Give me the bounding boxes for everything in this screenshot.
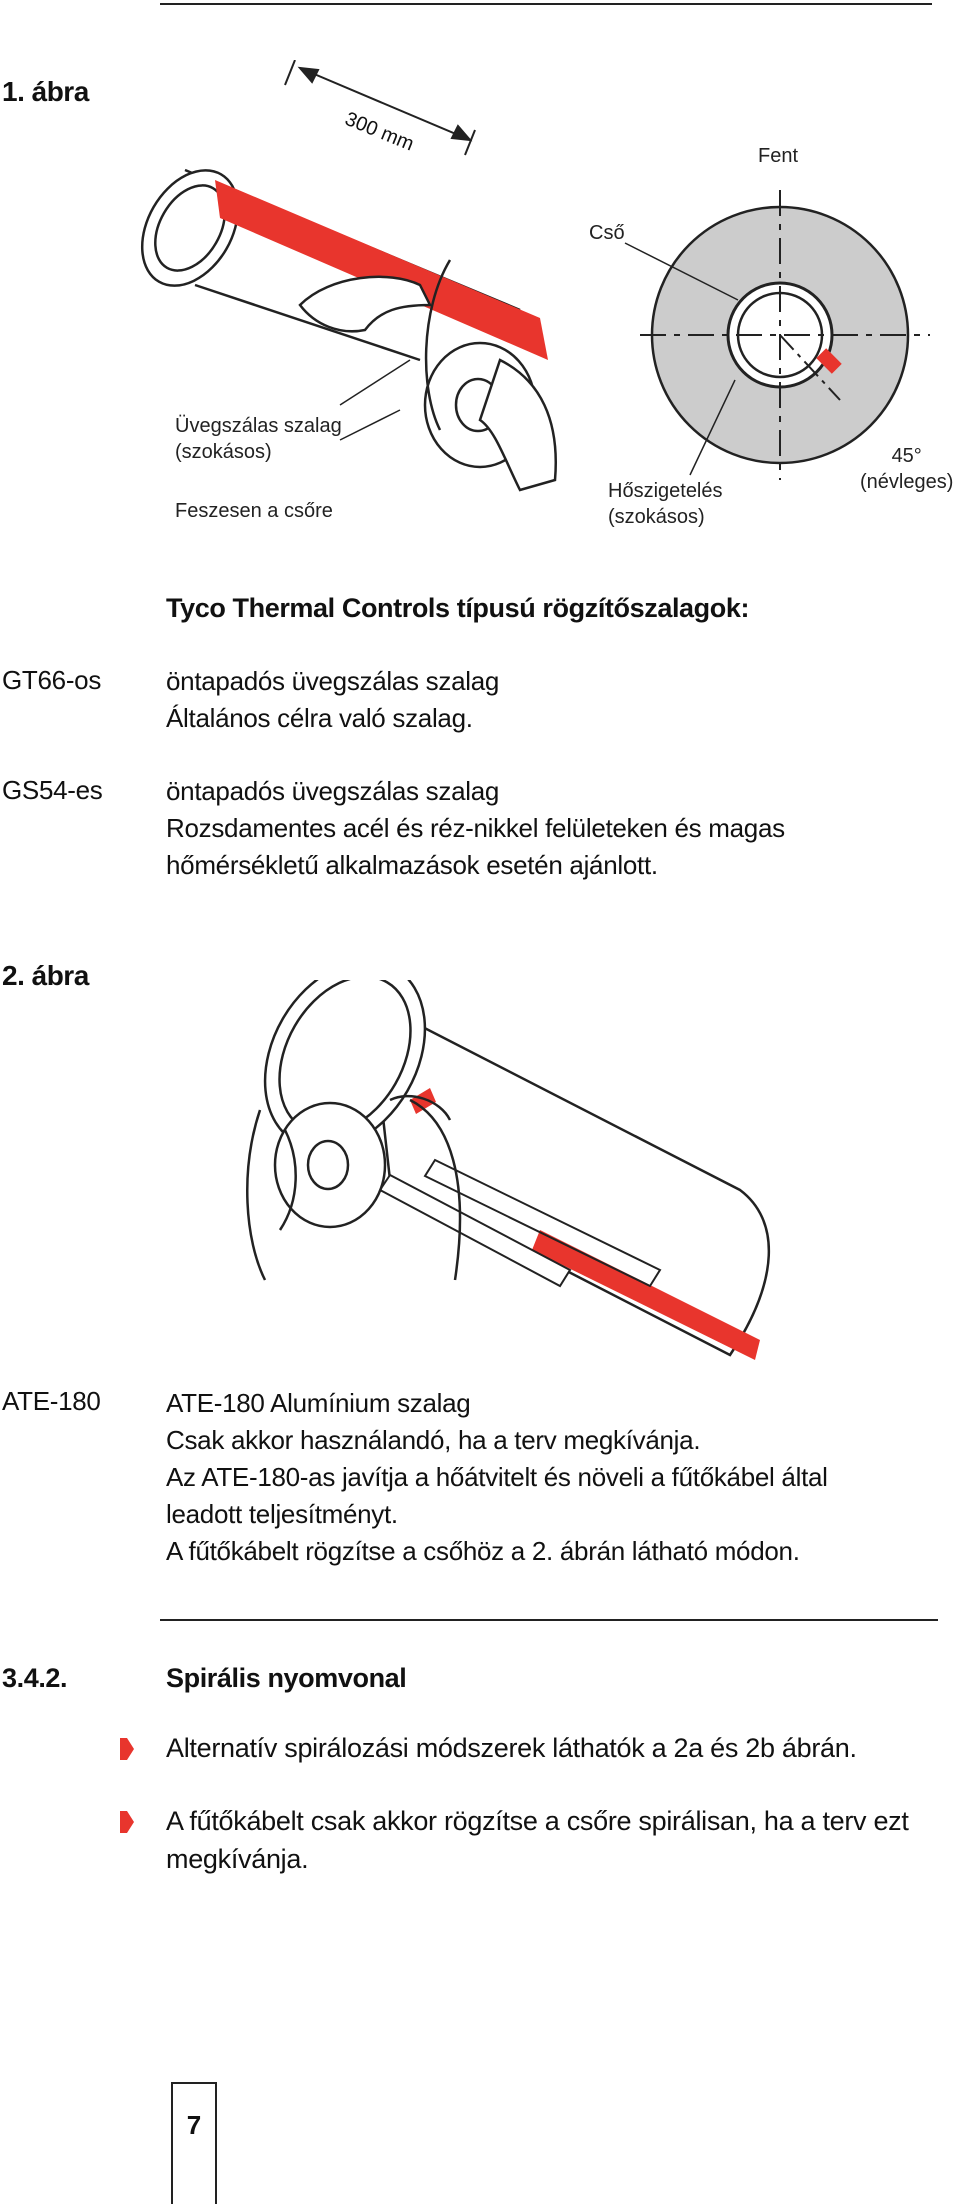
insulation-label — [608, 478, 723, 530]
label-leaders — [0, 0, 960, 560]
ate-desc-line: ATE-180 Alumínium szalag — [166, 1388, 471, 1418]
tape-desc-line: hőmérsékletű alkalmazások esetén ajánlott. — [166, 850, 658, 880]
figure2-title: 2. ábra — [2, 960, 89, 991]
top-label: Fent — [758, 145, 799, 167]
angle-label-line2: (névleges) — [860, 471, 954, 493]
bullet-item — [166, 1729, 857, 1767]
tape-desc-line: Rozsdamentes acél és réz-nikkel felületeken és magas — [166, 813, 785, 843]
tape-desc-gt66 — [166, 663, 499, 737]
insulation-label-line2: (szokásos) — [608, 506, 705, 528]
dimension-label: 300 mm — [341, 108, 417, 156]
section-number: 3.4.2. — [2, 1663, 68, 1693]
pipe-label: Cső — [589, 222, 625, 244]
bullet-line: Alternatív spirálozási módszerek láthatók a 2a és 2b ábrán. — [166, 1733, 857, 1763]
figure1-title: 1. ábra — [2, 76, 89, 107]
bullet-line: A fűtőkábelt csak akkor rögzítse a csőre spirálisan, ha a terv ezt — [166, 1806, 909, 1836]
tight-label: Feszesen a csőre — [175, 500, 333, 522]
tape-desc-line: öntapadós üvegszálas szalag — [166, 776, 500, 806]
section-title: Spirális nyomvonal — [166, 1663, 407, 1693]
ate-desc-line: leadott teljesítményt. — [166, 1499, 398, 1529]
ate-code: ATE-180 — [2, 1386, 101, 1416]
angle-label — [860, 443, 953, 495]
page-number: 7 — [186, 2110, 202, 2140]
section-rule — [160, 1619, 938, 1621]
ate-desc-line: Csak akkor használandó, ha a terv megkívánja. — [166, 1425, 701, 1455]
tape-code-gt66: GT66-os — [2, 665, 102, 695]
bullet-arrow-icon — [120, 1811, 134, 1833]
tape-code-gs54: GS54-es — [2, 775, 103, 805]
angle-label-line1: 45° — [891, 445, 922, 467]
tape-section-title: Tyco Thermal Controls típusú rögzítőszalagok: — [166, 593, 750, 623]
bullet-line: megkívánja. — [166, 1844, 309, 1874]
ate-desc-line: Az ATE-180-as javítja a hőátvitelt és növeli a fűtőkábel által — [166, 1462, 828, 1492]
ate-desc-line: A fűtőkábelt rögzítse a csőhöz a 2. ábrán látható módon. — [166, 1536, 800, 1566]
tape-label — [175, 413, 342, 465]
tape-desc-line: Általános célra való szalag. — [166, 703, 473, 733]
figure2-illustration — [240, 980, 800, 1390]
tape-desc-line: öntapadós üvegszálas szalag — [166, 666, 500, 696]
insulation-label-line1: Hőszigetelés — [608, 480, 723, 502]
ate-description — [166, 1385, 828, 1570]
tape-label-line1: Üvegszálas szalag — [175, 415, 342, 437]
bullet-item — [166, 1802, 909, 1878]
bullet-arrow-icon — [120, 1738, 134, 1760]
tape-desc-gs54 — [166, 773, 785, 884]
page-number-box — [171, 2082, 217, 2204]
tape-label-line2: (szokásos) — [175, 441, 272, 463]
